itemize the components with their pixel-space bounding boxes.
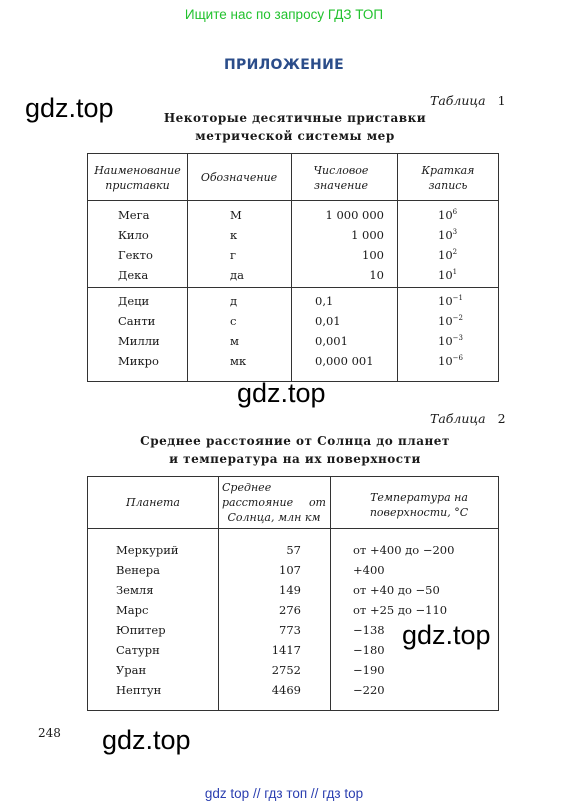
table1-title-line1: Некоторые десятичные приставки (163, 111, 427, 125)
t1-prefix-name: Милли (118, 334, 160, 348)
t1-short-exp: −3 (452, 334, 463, 342)
table2-header-temp: Температура на поверхности, °С (369, 491, 469, 519)
table2-title-line2: и температура на их поверхности (169, 452, 421, 466)
table1-title-line2: метрической системы мер (195, 129, 395, 143)
t1-prefix-value: 0,001 (315, 334, 348, 348)
t1-short-base: 10 (438, 228, 453, 242)
t2-planet: Юпитер (116, 623, 166, 637)
table2-label (430, 411, 506, 426)
t1-prefix-symbol: с (230, 314, 237, 328)
t1-short-exp: −2 (452, 314, 463, 322)
table2 (87, 476, 499, 711)
t1-prefix-short (438, 205, 457, 225)
top-search-link[interactable]: Ищите нас по запросу ГДЗ ТОП (184, 7, 384, 22)
t1-short-base: 10 (438, 208, 453, 222)
t1-prefix-short (438, 291, 463, 311)
t1-prefix-name: Дека (118, 268, 149, 282)
t2-temp: −180 (353, 643, 385, 657)
t1-prefix-symbol: м (230, 334, 239, 348)
t1-short-base: 10 (438, 268, 453, 282)
table1-header-value: Числовое значение (313, 164, 369, 192)
t2-temp: +400 (353, 563, 385, 577)
watermark-3: gdz.top (402, 620, 491, 650)
t2-planet: Земля (116, 583, 154, 597)
t1-prefix-symbol: к (230, 228, 238, 242)
t1-prefix-value: 0,000 001 (315, 354, 374, 368)
table1-vline-2 (291, 154, 292, 381)
t1-prefix-value: 10 (369, 268, 384, 282)
t1-prefix-symbol: мк (230, 354, 247, 368)
table1-header-name: Наименование приставки (94, 164, 181, 192)
t1-short-base: 10 (438, 354, 453, 368)
t1-prefix-short (438, 225, 457, 245)
t2-distance: 57 (286, 543, 301, 557)
t1-short-exp: 2 (452, 248, 458, 256)
bottom-links[interactable]: gdz top // гдз топ // гдз top (204, 786, 364, 801)
table1-hline-header (88, 200, 498, 201)
t1-short-exp: −6 (452, 354, 463, 362)
table1-header-short: Краткая запись (421, 164, 475, 192)
t1-prefix-name: Кило (118, 228, 149, 242)
t2-distance: 149 (279, 583, 301, 597)
t1-prefix-short (438, 331, 463, 351)
t2-distance: 2752 (271, 663, 301, 677)
t1-prefix-short (438, 265, 457, 285)
t1-prefix-value: 0,1 (315, 294, 334, 308)
table1-vline-3 (397, 154, 398, 381)
table1-number: 1 (497, 93, 506, 108)
t1-prefix-symbol: д (230, 294, 238, 308)
watermark-2: gdz.top (237, 378, 326, 408)
table1-title (140, 109, 450, 145)
t1-prefix-value: 100 (362, 248, 384, 262)
t1-prefix-short (438, 245, 457, 265)
table1-header-symbol: Обозначение (200, 171, 278, 184)
t2-planet: Меркурий (116, 543, 179, 557)
t2-planet: Венера (116, 563, 160, 577)
t1-short-base: 10 (438, 294, 453, 308)
t2-temp: от +25 до −110 (353, 603, 448, 617)
t1-prefix-name: Мега (118, 208, 150, 222)
t1-prefix-short (438, 311, 463, 331)
t2-distance: 1417 (271, 643, 301, 657)
t2-temp: от +40 до −50 (353, 583, 440, 597)
t1-prefix-symbol: да (230, 268, 244, 282)
table1-hline-group (88, 287, 498, 288)
table2-vline-2 (330, 477, 331, 710)
t1-short-base: 10 (438, 248, 453, 262)
table2-header-planet: Планета (126, 496, 180, 509)
t1-prefix-value: 1 000 000 (325, 208, 384, 222)
t1-prefix-value: 1 000 (351, 228, 384, 242)
t2-temp: от +400 до −200 (353, 543, 455, 557)
table1 (87, 153, 499, 382)
t2-planet: Нептун (116, 683, 162, 697)
t2-planet: Марс (116, 603, 149, 617)
t1-prefix-symbol: г (230, 248, 237, 262)
t1-short-base: 10 (438, 334, 453, 348)
table1-label-text: Таблица (430, 93, 486, 108)
t2-distance: 773 (279, 623, 301, 637)
t1-prefix-name: Гекто (118, 248, 153, 262)
page-number: 248 (38, 726, 61, 740)
table1-label (430, 93, 506, 108)
t1-short-exp: −1 (452, 294, 463, 302)
t2-planet: Уран (116, 663, 147, 677)
t2-distance: 107 (279, 563, 301, 577)
table1-vline-1 (187, 154, 188, 381)
t2-planet: Сатурн (116, 643, 160, 657)
t1-short-base: 10 (438, 314, 453, 328)
table2-hline-header (88, 528, 498, 529)
t1-prefix-name: Микро (118, 354, 159, 368)
table2-title-line1: Среднее расстояние от Солнца до планет (140, 434, 450, 448)
t2-temp: −220 (353, 683, 385, 697)
t1-short-exp: 3 (452, 228, 458, 236)
t1-short-exp: 6 (452, 208, 458, 216)
t1-short-exp: 1 (452, 268, 458, 276)
table2-title (120, 432, 470, 468)
table2-header-distance: Среднее расстояние от Солнца, млн км (222, 481, 326, 524)
table2-vline-1 (218, 477, 219, 710)
t1-prefix-value: 0,01 (315, 314, 341, 328)
t1-prefix-short (438, 351, 463, 371)
t1-prefix-name: Деци (118, 294, 150, 308)
t2-temp: −190 (353, 663, 385, 677)
t1-prefix-name: Санти (118, 314, 156, 328)
page-heading: ПРИЛОЖЕНИЕ (224, 57, 344, 73)
t2-temp: −138 (353, 623, 385, 637)
watermark-4: gdz.top (102, 725, 191, 755)
table2-number: 2 (497, 411, 506, 426)
t2-distance: 4469 (271, 683, 301, 697)
t2-distance: 276 (279, 603, 301, 617)
watermark-1: gdz.top (25, 93, 114, 123)
t1-prefix-symbol: М (230, 208, 242, 222)
table2-label-text: Таблица (430, 411, 486, 426)
